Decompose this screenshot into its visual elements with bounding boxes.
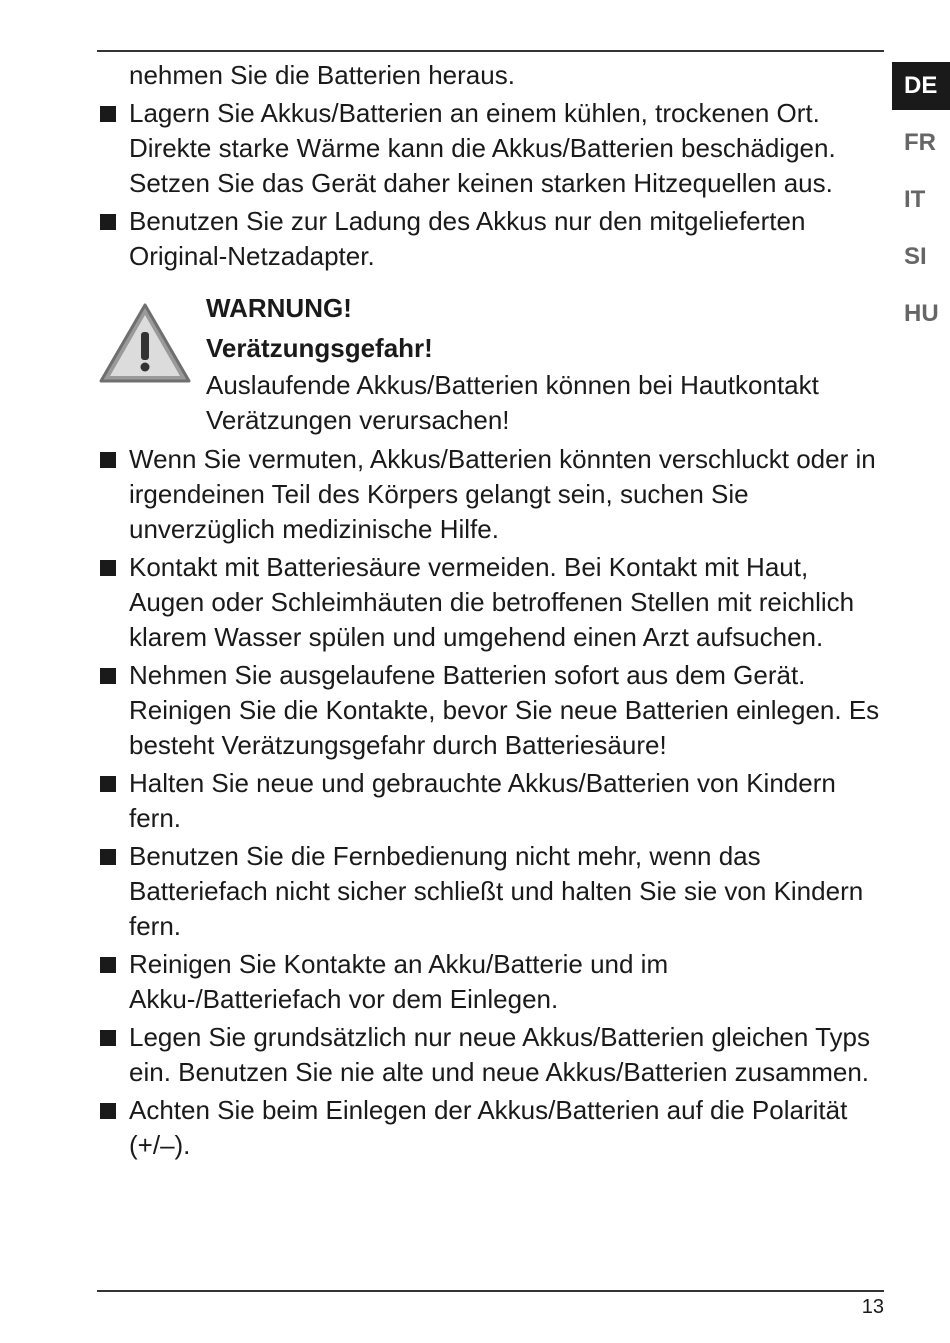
list-item-text: Kontakt mit Batteriesäure vermeiden. Bei Kontakt mit Haut, Augen oder Schleimhäuten die betroffenen Stellen mit reichlich klarem Wasser spülen und umgehend einen Arzt aufsuchen. [129,552,855,652]
page-number: 13 [861,1296,884,1318]
list-item [98,1020,884,1090]
list-item-text: Benutzen Sie zur Ladung des Akkus nur den mitgelieferten Original-Netzadapter. [129,206,806,271]
top-rule [97,50,884,52]
warning-title: WARNUNG! [206,293,352,323]
square-bullet-icon [100,452,116,468]
lang-tab-de[interactable]: DE [892,62,950,110]
list-item-text: Legen Sie grundsätzlich nur neue Akkus/Batterien gleichen Typs ein. Benutzen Sie nie alte und neue Akkus/Batterien zusammen. [129,1022,870,1087]
lang-tab-si[interactable]: SI [904,243,927,270]
list-item-text: Reinigen Sie Kontakte an Akku/Batterie und im Akku-/Batteriefach vor dem Einlegen. [129,949,669,1014]
square-bullet-icon [100,1030,116,1046]
language-tabs [892,62,950,347]
square-bullet-icon [100,1103,116,1119]
square-bullet-icon [100,214,116,230]
lang-tab-hu[interactable]: HU [904,300,939,327]
list-item [98,658,884,763]
warning-triangle-icon [98,302,192,384]
list-item-text: Achten Sie beim Einlegen der Akkus/Batterien auf die Polarität (+/–). [129,1095,848,1160]
list-item [98,947,884,1017]
list-item [98,442,884,547]
page-content [98,58,884,1166]
list-item-text: Halten Sie neue und gebrauchte Akkus/Batterien von Kindern fern. [129,768,836,833]
square-bullet-icon [100,560,116,576]
list-item-text: Benutzen Sie die Fernbedienung nicht mehr, wenn das Batteriefach nicht sicher schließt und halten Sie sie von Kindern fern. [129,841,864,941]
warning-subtitle: Verätzungsgefahr! [206,333,433,363]
continuation-text: nehmen Sie die Batterien heraus. [129,60,515,90]
bottom-rule [97,1290,884,1292]
square-bullet-icon [100,106,116,122]
warning-text: Auslaufende Akkus/Batterien können bei Hautkontakt Verätzungen verursachen! [206,370,819,435]
list-item-text: Wenn Sie vermuten, Akkus/Batterien könnten verschluckt oder in irgendeinen Teil des Körpers gelangt sein, suchen Sie unverzüglich medizinische Hilfe. [129,444,876,544]
square-bullet-icon [100,957,116,973]
square-bullet-icon [100,668,116,684]
list-item [98,550,884,655]
list-item [98,766,884,836]
warning-block [98,288,884,438]
list-item [98,1093,884,1163]
list-item [98,96,884,201]
list-item [98,839,884,944]
square-bullet-icon [100,776,116,792]
lang-tab-fr[interactable]: FR [904,129,936,156]
list-item [98,204,884,274]
square-bullet-icon [100,849,116,865]
list-item-text: Lagern Sie Akkus/Batterien an einem kühlen, trockenen Ort. Direkte starke Wärme kann die Akkus/Batterien beschädigen. Setzen Sie das Gerät daher keinen starken Hitzequellen aus. [129,98,836,198]
lang-tab-it[interactable]: IT [904,186,926,213]
list-item-text: Nehmen Sie ausgelaufene Batterien sofort aus dem Gerät. Reinigen Sie die Kontakte, bevor Sie neue Batterien einlegen. Es besteht Verätzungsgefahr durch Batteriesäure! [129,660,880,760]
